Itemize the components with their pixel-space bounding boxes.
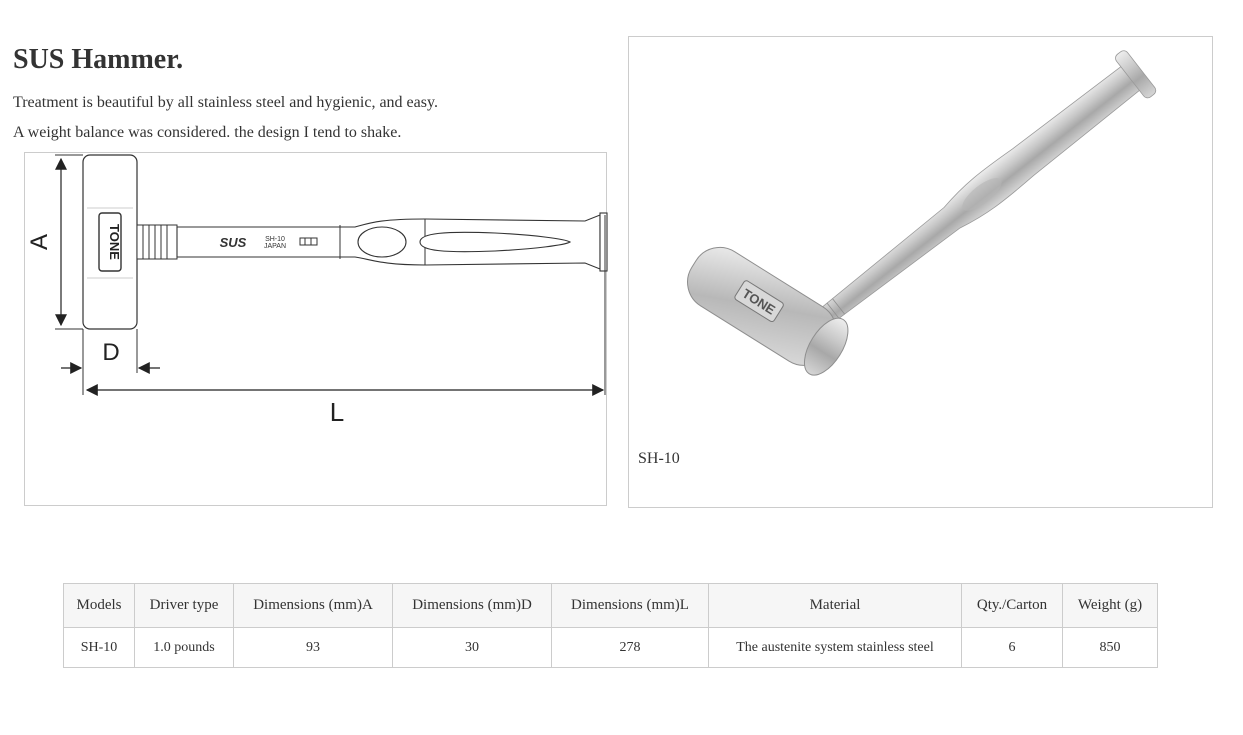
- col-header-dimension-a: Dimensions (mm)A: [234, 584, 393, 628]
- dimension-d-label: D: [102, 339, 120, 366]
- cell-dimension-l: 278: [552, 628, 709, 668]
- col-header-driver-type: Driver type: [135, 584, 234, 628]
- col-header-models: Models: [64, 584, 135, 628]
- table-row: [64, 628, 1158, 668]
- col-header-weight: Weight (g): [1063, 584, 1158, 628]
- cell-qty-carton: 6: [962, 628, 1063, 668]
- product-photo-frame: [628, 36, 1213, 508]
- dimension-l-label: L: [329, 397, 345, 427]
- col-header-dimension-l: Dimensions (mm)L: [552, 584, 709, 628]
- handle-sus-logo: SUS: [219, 235, 247, 250]
- cell-dimension-a: 93: [234, 628, 393, 668]
- hammer-dimension-drawing: [25, 153, 608, 507]
- spec-table-header-row: [64, 584, 1158, 628]
- photo-head-brand: TONE: [739, 285, 779, 318]
- col-header-material: Material: [709, 584, 962, 628]
- dimension-a-label: A: [26, 233, 53, 251]
- description-line-2: A weight balance was considered. the design I tend to shake.: [13, 124, 402, 141]
- handle-model-text: SH-10: [265, 236, 285, 243]
- cell-weight: 850: [1063, 628, 1158, 668]
- description-line-1: Treatment is beautiful by all stainless steel and hygienic, and easy.: [13, 94, 438, 111]
- head-brand-text: TONE: [107, 224, 122, 260]
- handle-origin-text: JAPAN: [263, 243, 287, 250]
- col-header-dimension-d: Dimensions (mm)D: [393, 584, 552, 628]
- cell-dimension-d: 30: [393, 628, 552, 668]
- page-title: SUS Hammer.: [13, 44, 184, 75]
- hammer-photo: [629, 37, 1214, 437]
- spec-table: [63, 583, 1158, 668]
- cell-model: SH-10: [64, 628, 135, 668]
- cell-material: The austenite system stainless steel: [709, 628, 962, 668]
- cell-driver-type: 1.0 pounds: [135, 628, 234, 668]
- photo-caption: SH-10: [638, 450, 680, 467]
- col-header-qty-carton: Qty./Carton: [962, 584, 1063, 628]
- dimension-diagram: [24, 152, 607, 506]
